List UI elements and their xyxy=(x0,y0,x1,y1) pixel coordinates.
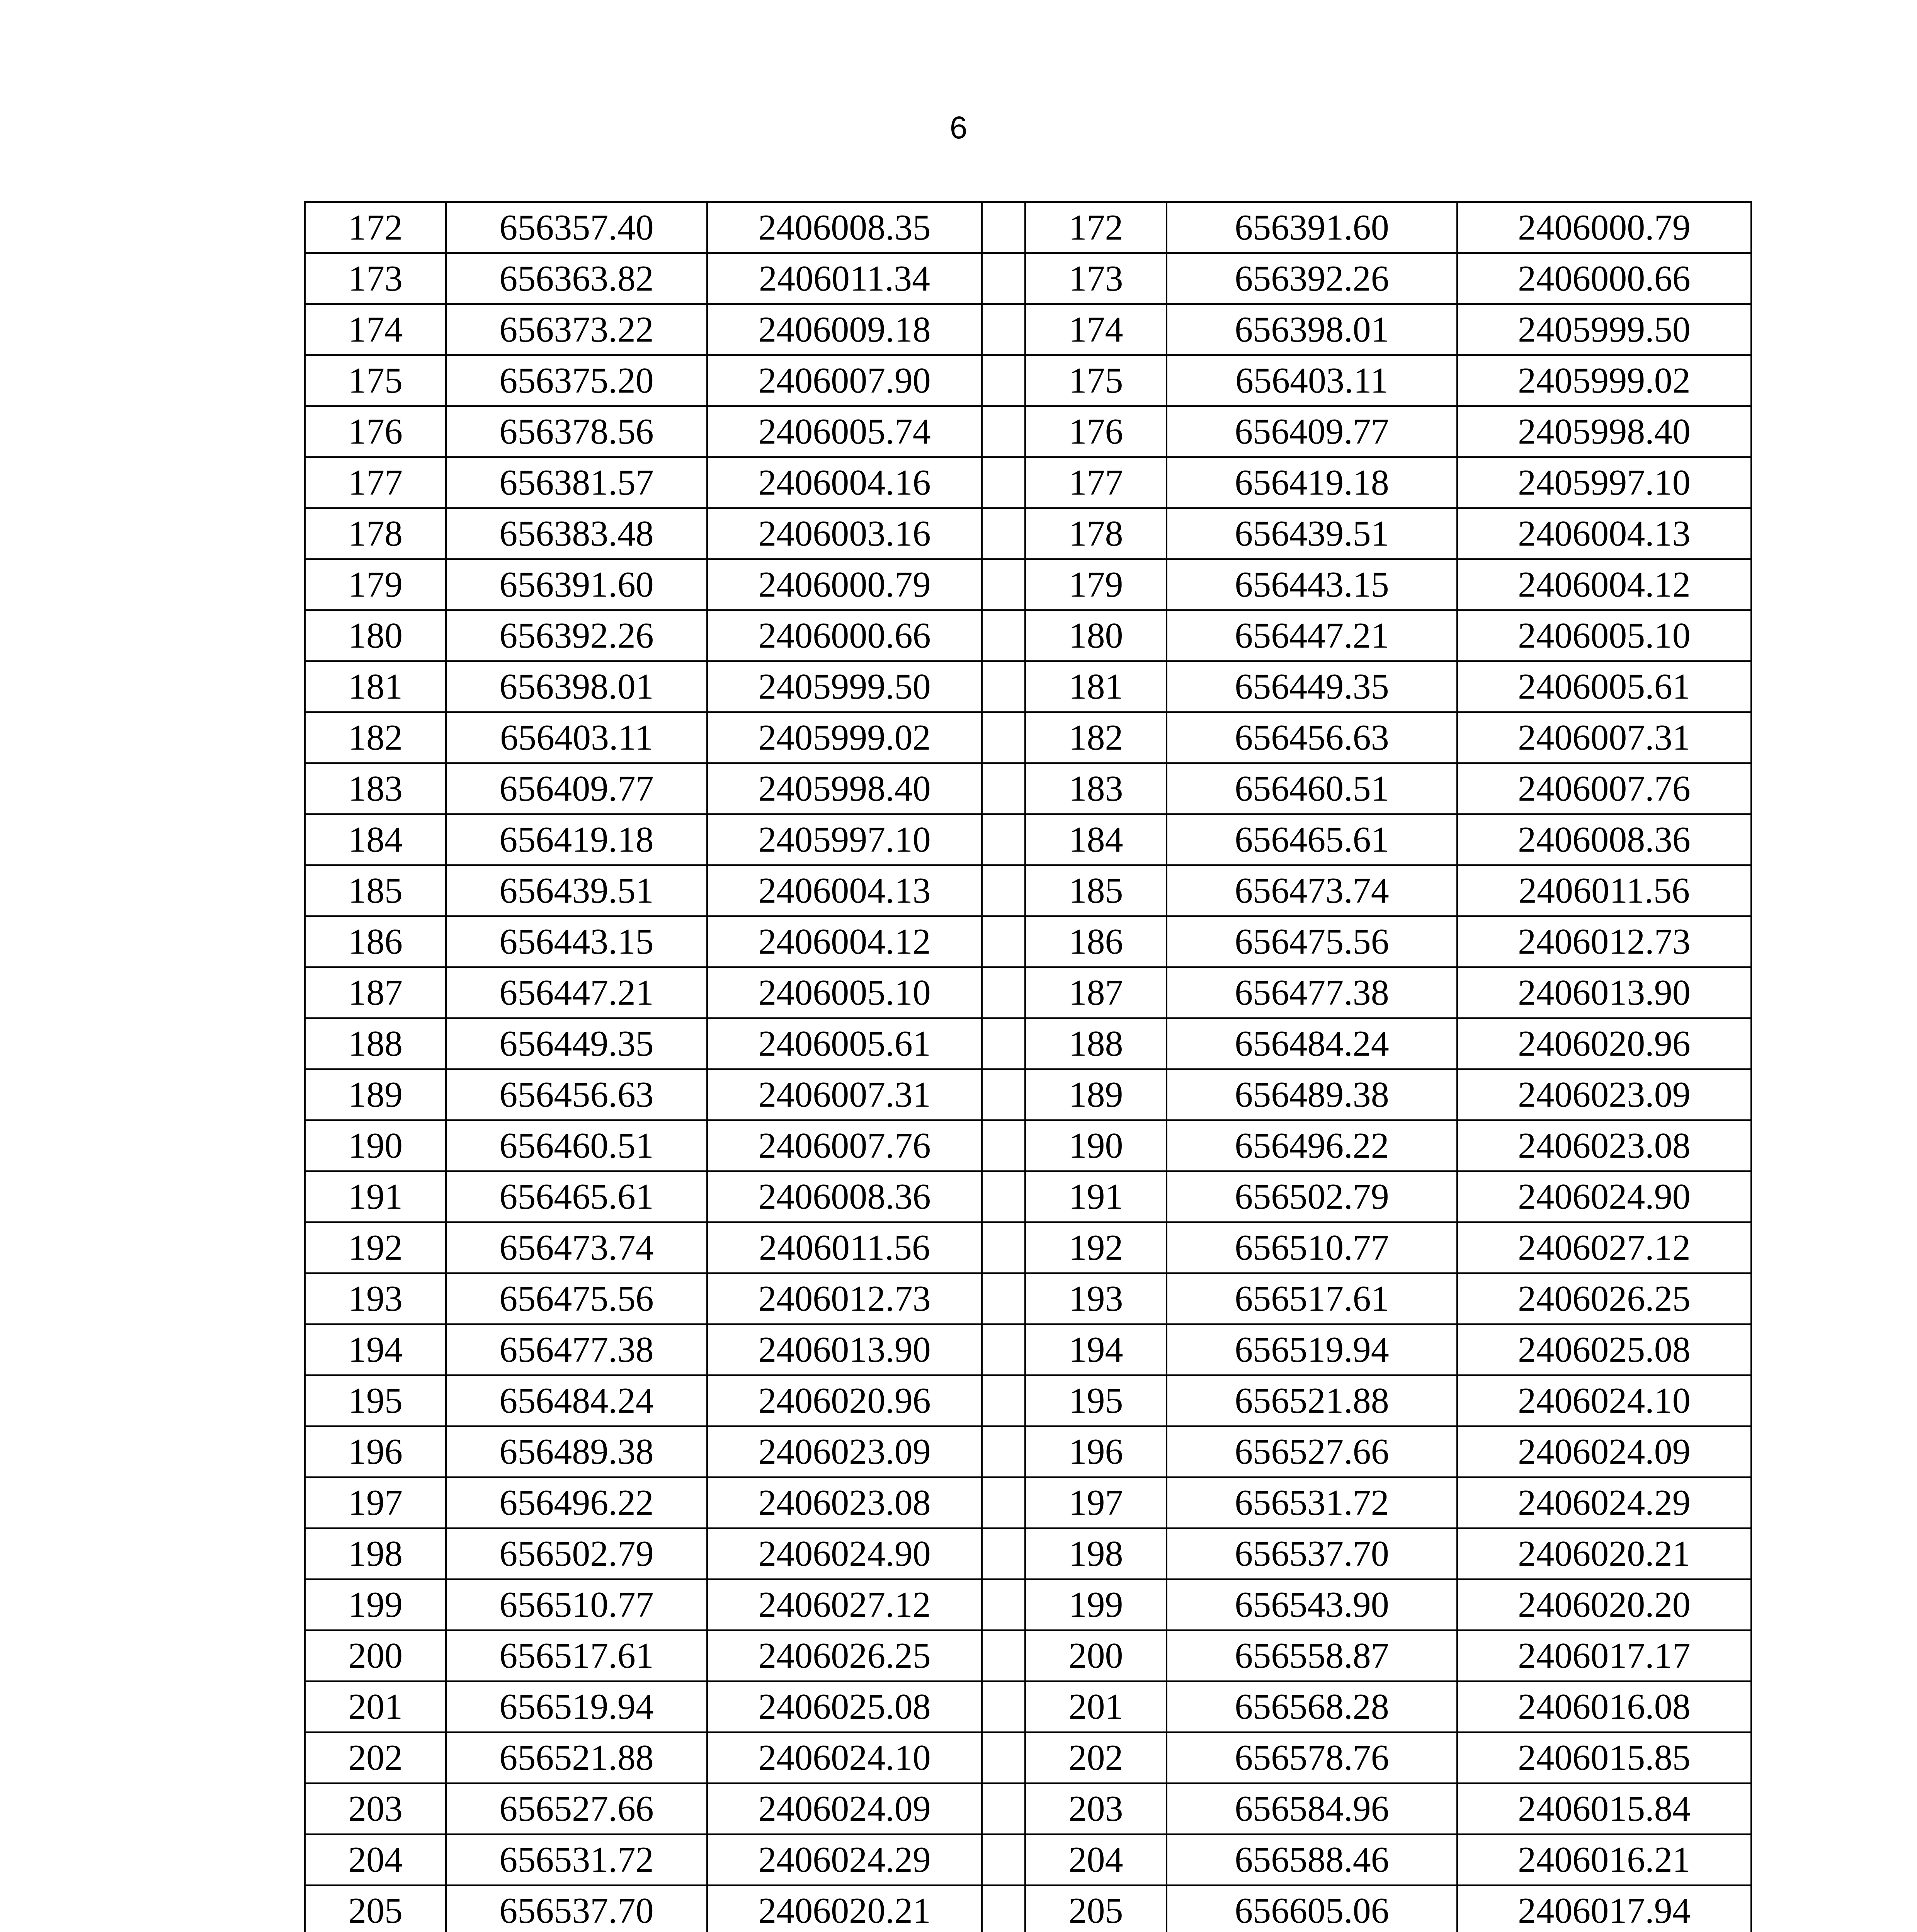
separator-cell xyxy=(982,1324,1025,1375)
table-row xyxy=(305,1579,1751,1630)
separator-cell xyxy=(982,1579,1025,1630)
right-x-coordinate-cell: 656443.15 xyxy=(1167,559,1457,610)
left-y-coordinate-cell: 2406007.90 xyxy=(707,355,982,406)
right-y-coordinate-cell: 2406020.96 xyxy=(1457,1018,1751,1069)
right-x-coordinate-cell: 656584.96 xyxy=(1167,1783,1457,1834)
right-x-coordinate-cell: 656460.51 xyxy=(1167,763,1457,814)
left-point-id-cell: 197 xyxy=(305,1477,446,1528)
left-x-coordinate-cell: 656439.51 xyxy=(446,865,707,916)
separator-cell xyxy=(982,406,1025,457)
left-point-id-cell: 192 xyxy=(305,1222,446,1273)
right-y-coordinate-cell: 2406023.08 xyxy=(1457,1120,1751,1171)
right-x-coordinate-cell: 656477.38 xyxy=(1167,967,1457,1018)
coordinate-table-body xyxy=(305,202,1751,1932)
table-row xyxy=(305,1885,1751,1932)
right-y-coordinate-cell: 2406020.20 xyxy=(1457,1579,1751,1630)
table-row xyxy=(305,814,1751,865)
right-y-coordinate-cell: 2406004.12 xyxy=(1457,559,1751,610)
table-row xyxy=(305,1834,1751,1885)
right-point-id-cell: 184 xyxy=(1025,814,1167,865)
right-y-coordinate-cell: 2406027.12 xyxy=(1457,1222,1751,1273)
separator-cell xyxy=(982,1783,1025,1834)
left-y-coordinate-cell: 2406007.31 xyxy=(707,1069,982,1120)
right-point-id-cell: 177 xyxy=(1025,457,1167,508)
left-y-coordinate-cell: 2405997.10 xyxy=(707,814,982,865)
left-x-coordinate-cell: 656473.74 xyxy=(446,1222,707,1273)
coordinate-table xyxy=(304,201,1752,1932)
separator-cell xyxy=(982,457,1025,508)
separator-cell xyxy=(982,1222,1025,1273)
table-row xyxy=(305,610,1751,661)
left-point-id-cell: 193 xyxy=(305,1273,446,1324)
left-x-coordinate-cell: 656477.38 xyxy=(446,1324,707,1375)
right-y-coordinate-cell: 2405997.10 xyxy=(1457,457,1751,508)
left-y-coordinate-cell: 2406024.90 xyxy=(707,1528,982,1579)
right-y-coordinate-cell: 2406023.09 xyxy=(1457,1069,1751,1120)
left-point-id-cell: 187 xyxy=(305,967,446,1018)
right-x-coordinate-cell: 656517.61 xyxy=(1167,1273,1457,1324)
separator-cell xyxy=(982,1375,1025,1426)
left-x-coordinate-cell: 656475.56 xyxy=(446,1273,707,1324)
table-row xyxy=(305,1375,1751,1426)
separator-cell xyxy=(982,202,1025,253)
separator-cell xyxy=(982,355,1025,406)
left-x-coordinate-cell: 656519.94 xyxy=(446,1681,707,1732)
left-x-coordinate-cell: 656510.77 xyxy=(446,1579,707,1630)
left-y-coordinate-cell: 2406000.79 xyxy=(707,559,982,610)
left-point-id-cell: 189 xyxy=(305,1069,446,1120)
right-point-id-cell: 198 xyxy=(1025,1528,1167,1579)
right-x-coordinate-cell: 656391.60 xyxy=(1167,202,1457,253)
left-y-coordinate-cell: 2405998.40 xyxy=(707,763,982,814)
table-row xyxy=(305,202,1751,253)
right-x-coordinate-cell: 656558.87 xyxy=(1167,1630,1457,1681)
left-x-coordinate-cell: 656375.20 xyxy=(446,355,707,406)
right-x-coordinate-cell: 656489.38 xyxy=(1167,1069,1457,1120)
left-point-id-cell: 175 xyxy=(305,355,446,406)
left-x-coordinate-cell: 656443.15 xyxy=(446,916,707,967)
table-row xyxy=(305,661,1751,712)
separator-cell xyxy=(982,1171,1025,1222)
left-x-coordinate-cell: 656527.66 xyxy=(446,1783,707,1834)
left-x-coordinate-cell: 656465.61 xyxy=(446,1171,707,1222)
left-x-coordinate-cell: 656447.21 xyxy=(446,967,707,1018)
right-point-id-cell: 190 xyxy=(1025,1120,1167,1171)
right-point-id-cell: 174 xyxy=(1025,304,1167,355)
separator-cell xyxy=(982,661,1025,712)
left-x-coordinate-cell: 656496.22 xyxy=(446,1477,707,1528)
left-x-coordinate-cell: 656531.72 xyxy=(446,1834,707,1885)
right-x-coordinate-cell: 656537.70 xyxy=(1167,1528,1457,1579)
right-x-coordinate-cell: 656409.77 xyxy=(1167,406,1457,457)
left-point-id-cell: 179 xyxy=(305,559,446,610)
right-y-coordinate-cell: 2406008.36 xyxy=(1457,814,1751,865)
separator-cell xyxy=(982,916,1025,967)
left-point-id-cell: 202 xyxy=(305,1732,446,1783)
left-y-coordinate-cell: 2406023.08 xyxy=(707,1477,982,1528)
table-row xyxy=(305,304,1751,355)
right-y-coordinate-cell: 2406007.76 xyxy=(1457,763,1751,814)
left-point-id-cell: 205 xyxy=(305,1885,446,1932)
left-y-coordinate-cell: 2406005.10 xyxy=(707,967,982,1018)
left-point-id-cell: 204 xyxy=(305,1834,446,1885)
separator-cell xyxy=(982,712,1025,763)
right-point-id-cell: 203 xyxy=(1025,1783,1167,1834)
separator-cell xyxy=(982,1018,1025,1069)
separator-cell xyxy=(982,253,1025,304)
right-x-coordinate-cell: 656527.66 xyxy=(1167,1426,1457,1477)
right-y-coordinate-cell: 2406026.25 xyxy=(1457,1273,1751,1324)
separator-cell xyxy=(982,865,1025,916)
left-point-id-cell: 181 xyxy=(305,661,446,712)
left-x-coordinate-cell: 656537.70 xyxy=(446,1885,707,1932)
right-point-id-cell: 201 xyxy=(1025,1681,1167,1732)
left-x-coordinate-cell: 656373.22 xyxy=(446,304,707,355)
table-row xyxy=(305,1783,1751,1834)
left-point-id-cell: 195 xyxy=(305,1375,446,1426)
right-point-id-cell: 200 xyxy=(1025,1630,1167,1681)
right-x-coordinate-cell: 656439.51 xyxy=(1167,508,1457,559)
right-point-id-cell: 172 xyxy=(1025,202,1167,253)
separator-cell xyxy=(982,610,1025,661)
separator-cell xyxy=(982,763,1025,814)
left-x-coordinate-cell: 656502.79 xyxy=(446,1528,707,1579)
right-point-id-cell: 204 xyxy=(1025,1834,1167,1885)
left-point-id-cell: 198 xyxy=(305,1528,446,1579)
right-y-coordinate-cell: 2406004.13 xyxy=(1457,508,1751,559)
left-point-id-cell: 186 xyxy=(305,916,446,967)
right-y-coordinate-cell: 2406015.84 xyxy=(1457,1783,1751,1834)
left-y-coordinate-cell: 2405999.50 xyxy=(707,661,982,712)
right-x-coordinate-cell: 656568.28 xyxy=(1167,1681,1457,1732)
right-y-coordinate-cell: 2406024.09 xyxy=(1457,1426,1751,1477)
table-row xyxy=(305,1630,1751,1681)
right-x-coordinate-cell: 656447.21 xyxy=(1167,610,1457,661)
left-x-coordinate-cell: 656383.48 xyxy=(446,508,707,559)
right-point-id-cell: 188 xyxy=(1025,1018,1167,1069)
right-y-coordinate-cell: 2406024.90 xyxy=(1457,1171,1751,1222)
left-y-coordinate-cell: 2406004.13 xyxy=(707,865,982,916)
table-row xyxy=(305,1120,1751,1171)
right-x-coordinate-cell: 656578.76 xyxy=(1167,1732,1457,1783)
right-y-coordinate-cell: 2406016.21 xyxy=(1457,1834,1751,1885)
left-y-coordinate-cell: 2406005.74 xyxy=(707,406,982,457)
right-x-coordinate-cell: 656510.77 xyxy=(1167,1222,1457,1273)
left-y-coordinate-cell: 2406023.09 xyxy=(707,1426,982,1477)
left-y-coordinate-cell: 2406009.18 xyxy=(707,304,982,355)
table-row xyxy=(305,1732,1751,1783)
right-x-coordinate-cell: 656519.94 xyxy=(1167,1324,1457,1375)
right-point-id-cell: 189 xyxy=(1025,1069,1167,1120)
left-x-coordinate-cell: 656489.38 xyxy=(446,1426,707,1477)
separator-cell xyxy=(982,508,1025,559)
left-x-coordinate-cell: 656449.35 xyxy=(446,1018,707,1069)
table-row xyxy=(305,406,1751,457)
left-y-coordinate-cell: 2406024.29 xyxy=(707,1834,982,1885)
right-x-coordinate-cell: 656398.01 xyxy=(1167,304,1457,355)
right-point-id-cell: 193 xyxy=(1025,1273,1167,1324)
right-point-id-cell: 182 xyxy=(1025,712,1167,763)
right-y-coordinate-cell: 2406017.17 xyxy=(1457,1630,1751,1681)
left-y-coordinate-cell: 2406025.08 xyxy=(707,1681,982,1732)
right-x-coordinate-cell: 656496.22 xyxy=(1167,1120,1457,1171)
separator-cell xyxy=(982,1426,1025,1477)
left-point-id-cell: 200 xyxy=(305,1630,446,1681)
right-point-id-cell: 195 xyxy=(1025,1375,1167,1426)
table-row xyxy=(305,508,1751,559)
separator-cell xyxy=(982,1477,1025,1528)
right-point-id-cell: 187 xyxy=(1025,967,1167,1018)
right-x-coordinate-cell: 656456.63 xyxy=(1167,712,1457,763)
right-point-id-cell: 185 xyxy=(1025,865,1167,916)
left-point-id-cell: 174 xyxy=(305,304,446,355)
right-point-id-cell: 175 xyxy=(1025,355,1167,406)
right-x-coordinate-cell: 656392.26 xyxy=(1167,253,1457,304)
table-row xyxy=(305,1069,1751,1120)
table-row xyxy=(305,1171,1751,1222)
right-y-coordinate-cell: 2406005.10 xyxy=(1457,610,1751,661)
right-y-coordinate-cell: 2406011.56 xyxy=(1457,865,1751,916)
left-point-id-cell: 183 xyxy=(305,763,446,814)
left-x-coordinate-cell: 656392.26 xyxy=(446,610,707,661)
left-x-coordinate-cell: 656357.40 xyxy=(446,202,707,253)
left-point-id-cell: 194 xyxy=(305,1324,446,1375)
left-x-coordinate-cell: 656381.57 xyxy=(446,457,707,508)
right-y-coordinate-cell: 2406020.21 xyxy=(1457,1528,1751,1579)
table-row xyxy=(305,1477,1751,1528)
left-x-coordinate-cell: 656521.88 xyxy=(446,1732,707,1783)
right-y-coordinate-cell: 2406013.90 xyxy=(1457,967,1751,1018)
left-point-id-cell: 199 xyxy=(305,1579,446,1630)
table-row xyxy=(305,1324,1751,1375)
left-y-coordinate-cell: 2406011.34 xyxy=(707,253,982,304)
left-y-coordinate-cell: 2406024.10 xyxy=(707,1732,982,1783)
right-point-id-cell: 205 xyxy=(1025,1885,1167,1932)
right-point-id-cell: 186 xyxy=(1025,916,1167,967)
separator-cell xyxy=(982,1732,1025,1783)
separator-cell xyxy=(982,1120,1025,1171)
left-y-coordinate-cell: 2406000.66 xyxy=(707,610,982,661)
right-x-coordinate-cell: 656403.11 xyxy=(1167,355,1457,406)
separator-cell xyxy=(982,1069,1025,1120)
left-point-id-cell: 180 xyxy=(305,610,446,661)
table-row xyxy=(305,559,1751,610)
right-x-coordinate-cell: 656588.46 xyxy=(1167,1834,1457,1885)
separator-cell xyxy=(982,1885,1025,1932)
left-point-id-cell: 184 xyxy=(305,814,446,865)
right-y-coordinate-cell: 2406017.94 xyxy=(1457,1885,1751,1932)
left-x-coordinate-cell: 656409.77 xyxy=(446,763,707,814)
left-y-coordinate-cell: 2406004.12 xyxy=(707,916,982,967)
right-point-id-cell: 176 xyxy=(1025,406,1167,457)
left-y-coordinate-cell: 2406012.73 xyxy=(707,1273,982,1324)
separator-cell xyxy=(982,1528,1025,1579)
left-point-id-cell: 191 xyxy=(305,1171,446,1222)
right-x-coordinate-cell: 656475.56 xyxy=(1167,916,1457,967)
left-y-coordinate-cell: 2406007.76 xyxy=(707,1120,982,1171)
right-y-coordinate-cell: 2405999.02 xyxy=(1457,355,1751,406)
right-x-coordinate-cell: 656543.90 xyxy=(1167,1579,1457,1630)
right-x-coordinate-cell: 656531.72 xyxy=(1167,1477,1457,1528)
left-point-id-cell: 173 xyxy=(305,253,446,304)
left-y-coordinate-cell: 2406026.25 xyxy=(707,1630,982,1681)
right-point-id-cell: 178 xyxy=(1025,508,1167,559)
left-x-coordinate-cell: 656363.82 xyxy=(446,253,707,304)
left-x-coordinate-cell: 656419.18 xyxy=(446,814,707,865)
left-point-id-cell: 182 xyxy=(305,712,446,763)
left-point-id-cell: 172 xyxy=(305,202,446,253)
left-y-coordinate-cell: 2406008.36 xyxy=(707,1171,982,1222)
right-point-id-cell: 194 xyxy=(1025,1324,1167,1375)
table-row xyxy=(305,865,1751,916)
separator-cell xyxy=(982,304,1025,355)
right-point-id-cell: 180 xyxy=(1025,610,1167,661)
right-point-id-cell: 179 xyxy=(1025,559,1167,610)
left-point-id-cell: 201 xyxy=(305,1681,446,1732)
table-row xyxy=(305,1273,1751,1324)
right-y-coordinate-cell: 2406005.61 xyxy=(1457,661,1751,712)
left-y-coordinate-cell: 2405999.02 xyxy=(707,712,982,763)
separator-cell xyxy=(982,1834,1025,1885)
left-y-coordinate-cell: 2406004.16 xyxy=(707,457,982,508)
right-x-coordinate-cell: 656521.88 xyxy=(1167,1375,1457,1426)
left-x-coordinate-cell: 656460.51 xyxy=(446,1120,707,1171)
page-number: 6 xyxy=(949,110,968,145)
table-row xyxy=(305,763,1751,814)
separator-cell xyxy=(982,1681,1025,1732)
left-x-coordinate-cell: 656517.61 xyxy=(446,1630,707,1681)
right-y-coordinate-cell: 2406024.29 xyxy=(1457,1477,1751,1528)
left-point-id-cell: 178 xyxy=(305,508,446,559)
right-x-coordinate-cell: 656473.74 xyxy=(1167,865,1457,916)
table-row xyxy=(305,1426,1751,1477)
right-point-id-cell: 197 xyxy=(1025,1477,1167,1528)
left-x-coordinate-cell: 656484.24 xyxy=(446,1375,707,1426)
right-x-coordinate-cell: 656465.61 xyxy=(1167,814,1457,865)
right-x-coordinate-cell: 656484.24 xyxy=(1167,1018,1457,1069)
left-y-coordinate-cell: 2406024.09 xyxy=(707,1783,982,1834)
right-point-id-cell: 181 xyxy=(1025,661,1167,712)
left-point-id-cell: 177 xyxy=(305,457,446,508)
table-row xyxy=(305,712,1751,763)
right-y-coordinate-cell: 2406025.08 xyxy=(1457,1324,1751,1375)
right-point-id-cell: 199 xyxy=(1025,1579,1167,1630)
table-row xyxy=(305,1222,1751,1273)
table-row xyxy=(305,1681,1751,1732)
table-row xyxy=(305,967,1751,1018)
separator-cell xyxy=(982,559,1025,610)
left-y-coordinate-cell: 2406011.56 xyxy=(707,1222,982,1273)
left-point-id-cell: 188 xyxy=(305,1018,446,1069)
left-point-id-cell: 185 xyxy=(305,865,446,916)
table-row xyxy=(305,1018,1751,1069)
left-y-coordinate-cell: 2406013.90 xyxy=(707,1324,982,1375)
right-y-coordinate-cell: 2406024.10 xyxy=(1457,1375,1751,1426)
separator-cell xyxy=(982,967,1025,1018)
right-y-coordinate-cell: 2405998.40 xyxy=(1457,406,1751,457)
right-x-coordinate-cell: 656502.79 xyxy=(1167,1171,1457,1222)
right-point-id-cell: 192 xyxy=(1025,1222,1167,1273)
separator-cell xyxy=(982,1630,1025,1681)
right-y-coordinate-cell: 2406015.85 xyxy=(1457,1732,1751,1783)
right-y-coordinate-cell: 2406000.79 xyxy=(1457,202,1751,253)
table-row xyxy=(305,916,1751,967)
right-point-id-cell: 183 xyxy=(1025,763,1167,814)
left-x-coordinate-cell: 656378.56 xyxy=(446,406,707,457)
table-row xyxy=(305,253,1751,304)
right-y-coordinate-cell: 2406000.66 xyxy=(1457,253,1751,304)
right-x-coordinate-cell: 656605.06 xyxy=(1167,1885,1457,1932)
left-x-coordinate-cell: 656456.63 xyxy=(446,1069,707,1120)
table-row xyxy=(305,355,1751,406)
left-y-coordinate-cell: 2406005.61 xyxy=(707,1018,982,1069)
left-x-coordinate-cell: 656403.11 xyxy=(446,712,707,763)
left-y-coordinate-cell: 2406008.35 xyxy=(707,202,982,253)
right-y-coordinate-cell: 2405999.50 xyxy=(1457,304,1751,355)
left-x-coordinate-cell: 656398.01 xyxy=(446,661,707,712)
right-point-id-cell: 202 xyxy=(1025,1732,1167,1783)
separator-cell xyxy=(982,814,1025,865)
left-y-coordinate-cell: 2406020.96 xyxy=(707,1375,982,1426)
right-y-coordinate-cell: 2406012.73 xyxy=(1457,916,1751,967)
right-x-coordinate-cell: 656449.35 xyxy=(1167,661,1457,712)
left-y-coordinate-cell: 2406003.16 xyxy=(707,508,982,559)
right-x-coordinate-cell: 656419.18 xyxy=(1167,457,1457,508)
left-y-coordinate-cell: 2406027.12 xyxy=(707,1579,982,1630)
left-point-id-cell: 176 xyxy=(305,406,446,457)
separator-cell xyxy=(982,1273,1025,1324)
left-point-id-cell: 196 xyxy=(305,1426,446,1477)
right-point-id-cell: 196 xyxy=(1025,1426,1167,1477)
left-point-id-cell: 190 xyxy=(305,1120,446,1171)
table-row xyxy=(305,457,1751,508)
left-x-coordinate-cell: 656391.60 xyxy=(446,559,707,610)
left-y-coordinate-cell: 2406020.21 xyxy=(707,1885,982,1932)
right-y-coordinate-cell: 2406007.31 xyxy=(1457,712,1751,763)
table-row xyxy=(305,1528,1751,1579)
left-point-id-cell: 203 xyxy=(305,1783,446,1834)
right-point-id-cell: 191 xyxy=(1025,1171,1167,1222)
right-point-id-cell: 173 xyxy=(1025,253,1167,304)
right-y-coordinate-cell: 2406016.08 xyxy=(1457,1681,1751,1732)
